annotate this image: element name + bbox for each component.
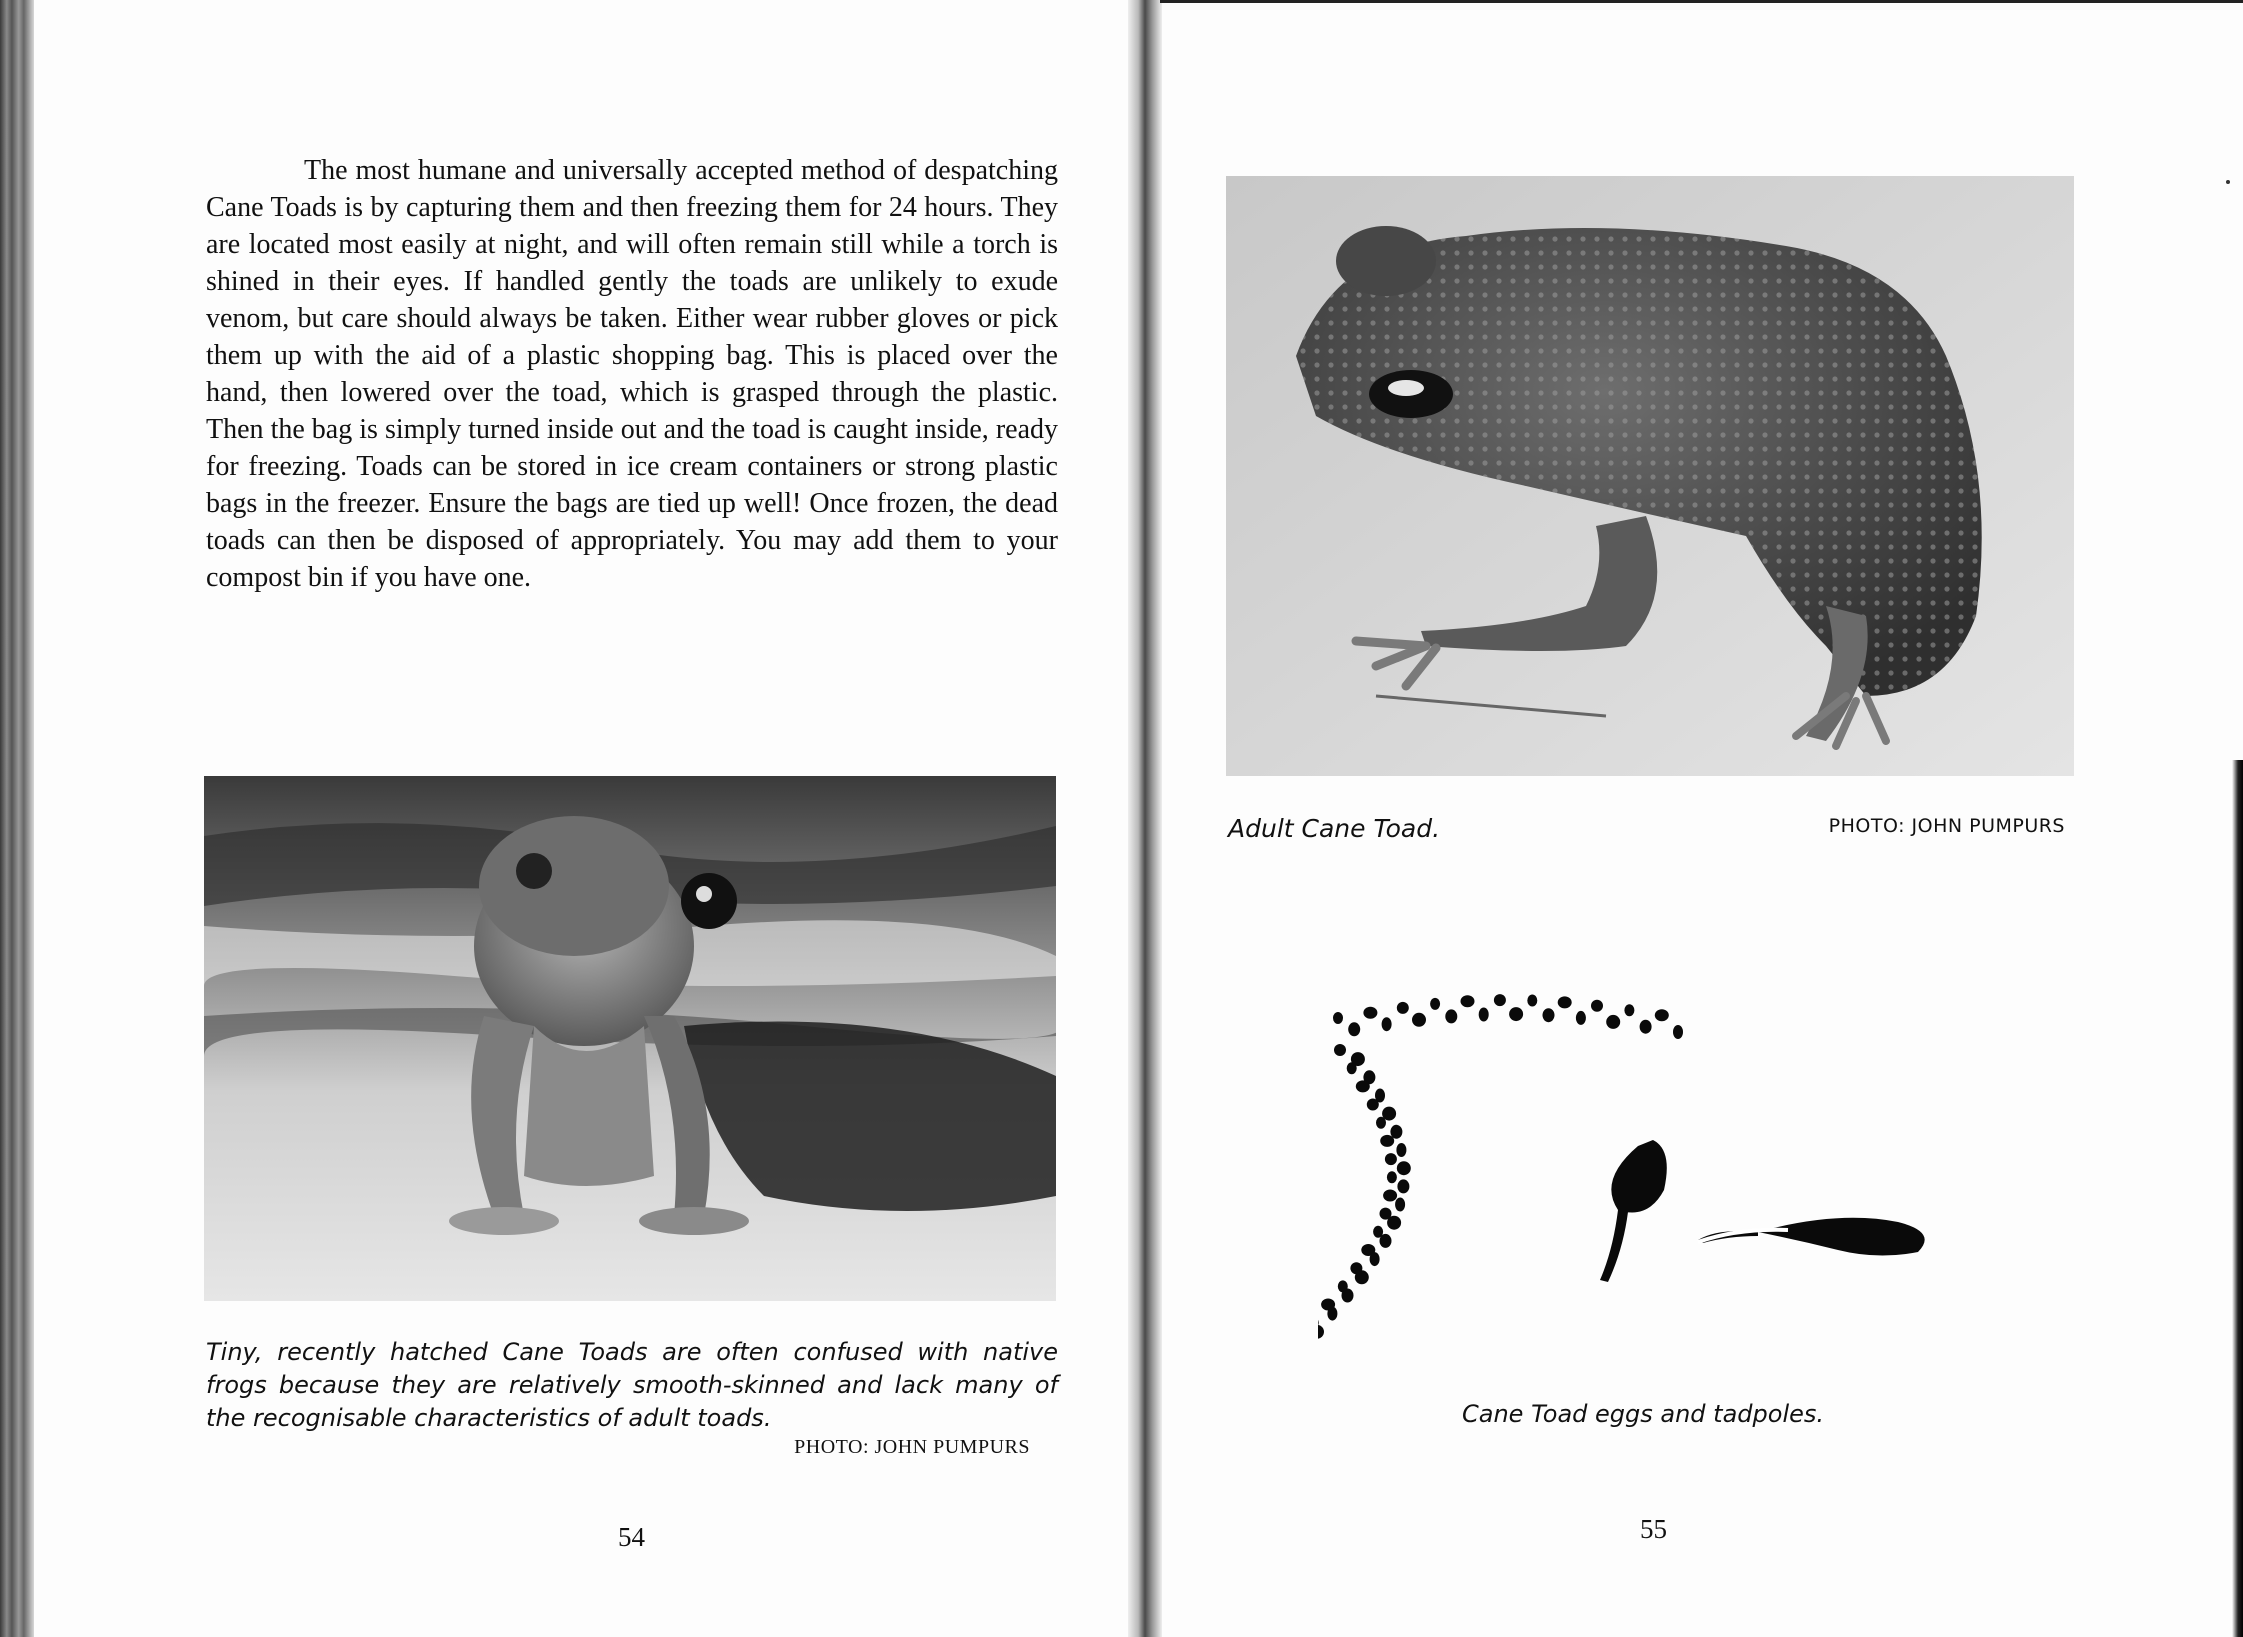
egg-mark [1363,1007,1377,1019]
egg-mark [1385,1153,1397,1165]
body-paragraph: The most humane and universally accepted method of despatching Cane Toads is by capturing them and then freezing them for 24 hours. They are located most easily at night, and will often remain still while a torch is shined in their eyes. If handled gently the toads are unlikely to exude venom, but care should always be taken. Either wear rubber gloves or pick them up with the aid of a plastic shopping bag. This is placed over the hand, then lowered over the toad, which is grasped through the plastic. Then the bag is simply turned inside out and the toad is caught inside, ready for freezing. Toads can be stored in ice cream containers or strong plastic bags in the freezer. Ensure the bags are tied up well! Once frozen, the dead toads can then be disposed of appropriately. You may add them to your compost bin if you have one. [206,155,1058,593]
page-number-right: 55 [1640,1514,1667,1544]
egg-mark [1412,1013,1426,1027]
egg-mark [1655,1009,1669,1021]
egg-mark [1383,1190,1397,1202]
egg-mark [1347,1062,1357,1074]
juvenile-toad-photo [204,776,1056,1301]
egg-mark [1673,1025,1683,1039]
right-page [1140,0,2243,1637]
book-edge-right [2232,760,2243,1637]
egg-mark [1387,1171,1397,1183]
egg-mark [1494,994,1506,1006]
egg-mark [1387,1216,1401,1230]
egg-mark [1395,1198,1405,1212]
egg-mark [1576,1011,1586,1025]
book-gutter [1128,0,1162,1637]
egg-mark [1355,1270,1369,1284]
egg-mark [1430,998,1440,1010]
egg-mark [1334,1044,1346,1056]
egg-mark [1376,1117,1386,1129]
egg-mark [1370,1252,1380,1266]
egg-mark [1445,1009,1457,1023]
egg-mark [1527,995,1537,1007]
egg-mark [1461,995,1475,1007]
egg-mark [1333,1012,1343,1024]
egg-mark [1624,1004,1634,1016]
egg-mark [1640,1020,1652,1034]
egg-mark [1318,1325,1324,1339]
egg-mark [1606,1015,1620,1029]
egg-mark [1367,1099,1379,1111]
egg-mark [1342,1289,1354,1303]
egg-mark [1396,1143,1406,1157]
book-edge-left [0,0,34,1637]
juvenile-photo-caption: Tiny, recently hatched Cane Toads are often confused with native frogs because they are relatively smooth-skinned and lack many of the recognisable characteristics of adult toads. [206,1338,1058,1432]
egg-mark [1390,1125,1402,1139]
eggs-tadpoles-caption: Cane Toad eggs and tadpoles. [1462,1400,1825,1428]
print-speck [2226,180,2230,184]
juvenile-photo-credit: PHOTO: JOHN PUMPURS [794,1436,1030,1458]
page-number-left: 54 [618,1522,645,1552]
egg-mark [1382,1017,1392,1031]
book-edge-top [1160,0,2243,3]
egg-mark [1509,1007,1523,1021]
egg-mark [1397,1161,1411,1175]
egg-mark [1591,1000,1603,1012]
egg-mark [1543,1008,1555,1022]
egg-mark [1397,1179,1409,1193]
egg-mark [1479,1008,1489,1022]
egg-mark [1397,1002,1409,1014]
egg-mark [1327,1307,1337,1321]
egg-mark [1380,1135,1394,1147]
eggs-tadpoles-illustration [1318,960,1958,1395]
adult-toad-photo [1226,176,2074,776]
egg-mark [1380,1234,1392,1248]
egg-mark [1356,1080,1370,1092]
egg-mark [1558,996,1572,1008]
egg-mark [1348,1022,1360,1036]
adult-photo-credit: PHOTO: JOHN PUMPURS [1828,815,2065,837]
adult-photo-caption: Adult Cane Toad. [1228,814,1441,843]
